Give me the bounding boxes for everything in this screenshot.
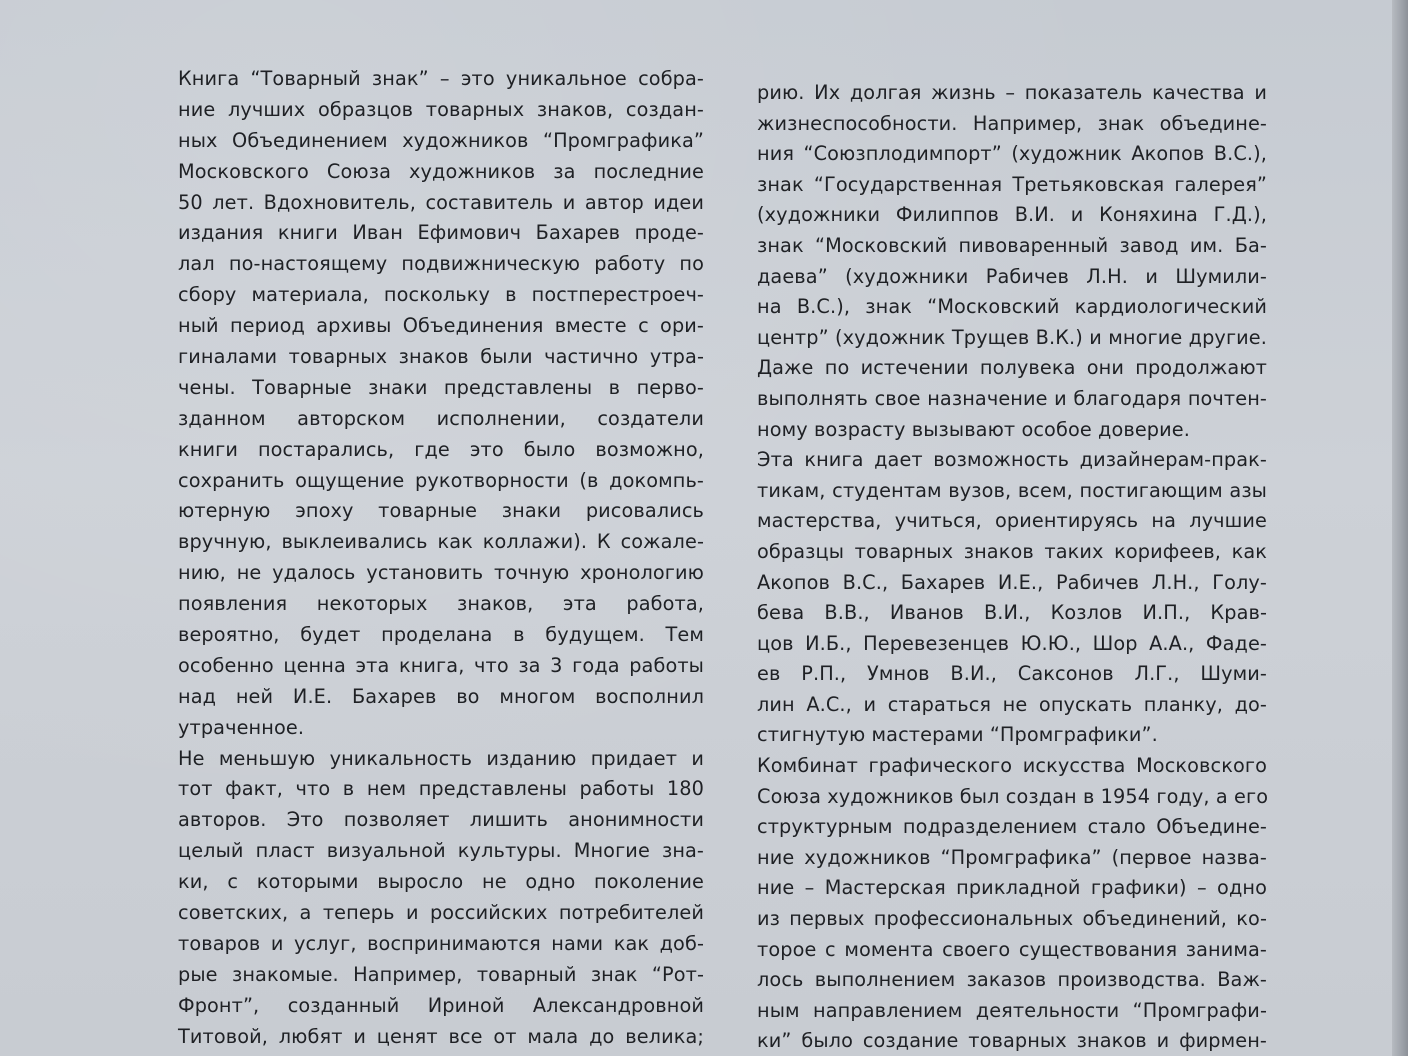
text-line: из первых профессиональных объединений, ко- — [757, 907, 1267, 931]
text-line: центр” (художник Трущев В.К.) и многие другие. — [757, 325, 1267, 349]
text-line: ки” было создание товарных знаков и фирмен- — [757, 1029, 1267, 1053]
text-line: знак “Московский пивоваренный завод им. Ба- — [757, 233, 1267, 257]
text-line: бева В.В., Иванов В.И., Козлов И.П., Крав- — [757, 601, 1267, 625]
text-line: зданном авторском исполнении, создатели — [178, 406, 704, 430]
text-line: ев Р.П., Умнов В.И., Саксонов Л.Г., Шуми- — [757, 662, 1267, 686]
text-line: Эта книга дает возможность дизайнерам-прак- — [757, 448, 1267, 472]
text-line: Фронт”, созданный Ириной Александровной — [178, 993, 704, 1017]
text-line: рию. Их долгая жизнь – показатель качества и — [757, 81, 1267, 104]
text-line: ным направлением деятельности “Промграфи- — [757, 998, 1267, 1022]
left-text-column — [178, 64, 704, 1053]
text-line: появления некоторых знаков, эта работа, — [178, 592, 704, 616]
text-line: мастерства, учиться, ориентируясь на лучшие — [757, 509, 1267, 533]
page-edge-shadow — [1392, 0, 1408, 1056]
text-line: особенно ценна эта книга, что за 3 года работы — [178, 653, 704, 677]
text-line: лин А.С., и стараться не опускать планку, до- — [757, 692, 1267, 716]
text-line: тикам, студентам вузов, всем, постигающим азы — [757, 478, 1267, 502]
text-line: жизнеспособности. Например, знак объедине- — [757, 111, 1267, 135]
text-line: рые знакомые. Например, товарный знак “Рот- — [178, 962, 704, 986]
text-line: книги постарались, где это было возможно, — [178, 437, 704, 461]
text-line: Даже по истечении полувека они продолжают — [757, 356, 1267, 380]
text-line: ние художников “Промграфика” (первое назва- — [757, 845, 1267, 869]
text-line: нию, не удалось установить точную хронологию — [178, 561, 704, 585]
text-line: торое с момента своего существования занима- — [757, 937, 1267, 961]
text-line: цов И.Б., Перевезенцев Ю.Ю., Шор А.А., Фаде- — [757, 631, 1267, 655]
text-line: сбору материала, поскольку в постперестроеч- — [178, 283, 704, 307]
text-line: товаров и услуг, воспринимаются нами как доб- — [178, 931, 704, 955]
text-line: даева” (художники Рабичев Л.Н. и Шумили- — [757, 264, 1267, 288]
text-line: тот факт, что в нем представлены работы 180 — [178, 777, 704, 801]
text-line: лось выполнением заказов производства. Важ- — [757, 968, 1267, 992]
text-line: Титовой, любят и ценят все от мала до велика; — [178, 1024, 704, 1048]
text-line: 50 лет. Вдохновитель, составитель и автор идеи — [178, 190, 704, 214]
text-line: издания книги Иван Ефимович Бахарев проде- — [178, 221, 704, 245]
right-text-column — [757, 78, 1267, 1056]
text-line: советских, а теперь и российских потребителей — [178, 901, 704, 925]
text-line: целый пласт визуальной культуры. Многие зна- — [178, 839, 704, 863]
text-line: выполнять свое назначение и благодаря почтен- — [757, 386, 1267, 410]
text-line: стигнутую мастерами “Промграфики”. — [757, 723, 1158, 747]
text-line: чены. Товарные знаки представлены в перво- — [178, 375, 704, 399]
text-line: Московского Союза художников за последние — [178, 159, 704, 183]
text-line: ние лучших образцов товарных знаков, создан- — [178, 97, 704, 121]
text-line: вероятно, будет проделана в будущем. Тем — [178, 623, 704, 647]
text-line: сохранить ощущение рукотворности (в докомпь- — [178, 468, 704, 492]
text-line: Союза художников был создан в 1954 году, а его — [757, 784, 1269, 808]
text-line: ный период архивы Объединения вместе с ори- — [178, 314, 704, 338]
text-line: вручную, выклеивались как коллажи). К сожале- — [178, 530, 704, 554]
text-line: образцы товарных знаков таких корифеев, как — [757, 539, 1267, 563]
text-line: ки, с которыми выросло не одно поколение — [178, 870, 704, 894]
text-line: авторов. Это позволяет лишить анонимности — [178, 808, 704, 832]
text-line: Акопов В.С., Бахарев И.Е., Рабичев Л.Н., Голу- — [757, 570, 1267, 594]
text-line: гиналами товарных знаков были частично утра- — [178, 345, 704, 369]
text-line: над ней И.Е. Бахарев во многом восполнил — [178, 684, 704, 708]
text-line: ных Объединением художников “Промграфика” — [178, 128, 704, 152]
text-line: (художники Филиппов В.И. и Коняхина Г.Д.), — [757, 203, 1267, 227]
text-line: на В.С.), знак “Московский кардиологический — [757, 295, 1267, 319]
text-line: Не меньшую уникальность изданию придает и — [178, 746, 704, 770]
text-line: знак “Государственная Третьяковская галерея” — [757, 172, 1267, 196]
text-line: ния “Союзплодимпорт” (художник Акопов В.С.), — [757, 142, 1267, 166]
text-line: ние – Мастерская прикладной графики) – одно — [757, 876, 1267, 900]
text-line: утраченное. — [178, 715, 305, 739]
text-line: Книга “Товарный знак” – это уникальное собра- — [178, 67, 704, 90]
text-line: ному возрасту вызывают особое доверие. — [757, 417, 1190, 441]
text-line: Комбинат графического искусства Московского — [757, 754, 1267, 778]
text-line: лал по-настоящему подвижническую работу по — [178, 252, 704, 276]
text-line: структурным подразделением стало Объедине- — [757, 815, 1267, 839]
text-line: ютерную эпоху товарные знаки рисовались — [178, 499, 704, 523]
